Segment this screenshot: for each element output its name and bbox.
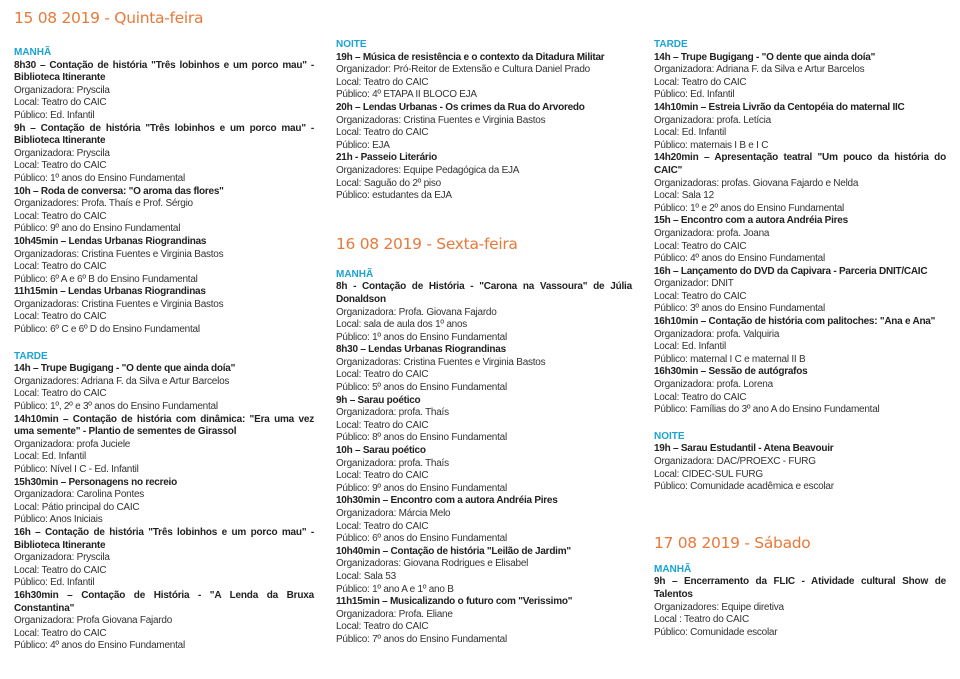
event xyxy=(336,596,632,646)
event-title: 14h20min – Apresentação teatral "Um pouco da história do CAIC" xyxy=(654,152,946,176)
event-location: Local: Teatro do CAIC xyxy=(654,76,747,88)
event xyxy=(14,590,314,653)
event-location: Local: Teatro do CAIC xyxy=(654,391,747,403)
event-organizer: Organizadora: profa. Thaís xyxy=(336,407,449,419)
event-location: Local: CIDEC-SUL FURG xyxy=(654,468,763,480)
event-title: 21h - Passeio Literário xyxy=(336,152,437,164)
event xyxy=(654,215,946,265)
event-location: Local: Ed. Infantil xyxy=(654,341,726,353)
event xyxy=(14,363,314,413)
event xyxy=(336,344,632,394)
event xyxy=(336,445,632,495)
event xyxy=(336,546,632,596)
event-organizer: Organizadora: profa. Joana xyxy=(654,227,770,239)
event-title: 14h10min – Estreia Livrão da Centopéia do maternal IIC xyxy=(654,101,905,113)
event-location: Local: Teatro do CAIC xyxy=(14,97,107,109)
event xyxy=(654,52,946,102)
event-location: Local: sala de aula dos 1º anos xyxy=(336,319,467,331)
event-location: Local: Pátio principal do CAIC xyxy=(14,501,140,513)
event-organizer: Organizadoras: Cristina Fuentes e Virginia Bastos xyxy=(14,298,224,310)
event-organizer: Organizadores: Adriana F. da Silva e Artur Barcelos xyxy=(14,375,230,387)
event-audience: Público: Ed. Infantil xyxy=(14,577,95,589)
event-audience: Público: 1º anos do Ensino Fundamental xyxy=(336,331,507,343)
event-location: Local: Teatro do CAIC xyxy=(654,290,747,302)
event xyxy=(14,123,314,186)
event-location: Local: Teatro do CAIC xyxy=(14,210,107,222)
event-title: 16h – Contação de história "Três lobinhos e um porco mau" - Biblioteca Itinerante xyxy=(14,526,314,551)
event-location: Local: Teatro do CAIC xyxy=(336,520,429,532)
event-organizer: Organizadora: profa. Thaís xyxy=(336,457,449,469)
event-audience: Público: 4º anos do Ensino Fundamental xyxy=(654,253,825,265)
event-title: 10h30min – Encontro com a autora Andréia Pires xyxy=(336,495,558,507)
event-organizer: Organizadora: profa Juciele xyxy=(14,438,131,450)
event-audience: Público: 4º ETAPA II BLOCO EJA xyxy=(336,89,477,101)
event xyxy=(14,527,314,590)
event-organizer: Organizadora: Pryscila xyxy=(14,552,110,564)
event xyxy=(14,286,314,336)
event-audience: Público: 1º ano A e 1º ano B xyxy=(336,583,454,595)
event-location: Local: Ed. Infantil xyxy=(14,451,86,463)
event-location: Local: Teatro do CAIC xyxy=(336,76,429,88)
event-organizer: Organizadoras: Giovana Rodrigues e Elisabel xyxy=(336,558,529,570)
event-organizer: Organizadora: Adriana F. da Silva e Artur Barcelos xyxy=(654,64,865,76)
event-title: 8h30 – Contação de história "Três lobinhos e um porco mau" - Biblioteca Itinerante xyxy=(14,59,314,84)
event-audience: Público: 6º A e 6º B do Ensino Fundamental xyxy=(14,273,198,285)
event xyxy=(654,266,946,316)
event-title: 16h – Lançamento do DVD da Capivara - Parceria DNIT/CAIC xyxy=(654,265,928,277)
event-location: Local: Teatro do CAIC xyxy=(14,388,107,400)
event-title: 19h – Sarau Estudantil - Atena Beavouir xyxy=(654,443,834,455)
event-organizer: Organizadora: profa. Valquiria xyxy=(654,328,780,340)
event xyxy=(654,366,946,416)
event-audience: Público: 5º anos do Ensino Fundamental xyxy=(336,382,507,394)
event-organizer: Organizadoras: Cristina Fuentes e Virginia Bastos xyxy=(14,248,224,260)
event-location: Local: Teatro do CAIC xyxy=(14,311,107,323)
event xyxy=(336,152,632,202)
event-organizer: Organizadores: Equipe diretiva xyxy=(654,601,784,613)
column-3 xyxy=(654,0,946,639)
event-audience: Público: 3º anos do Ensino Fundamental xyxy=(654,303,825,315)
event-title: 10h – Roda de conversa: "O aroma das flores" xyxy=(14,185,224,197)
event xyxy=(336,495,632,545)
event-audience: Público: 1º anos do Ensino Fundamental xyxy=(14,172,185,184)
event xyxy=(336,395,632,445)
event-audience: Público: 4º anos do Ensino Fundamental xyxy=(14,640,185,652)
period-heading: TARDE xyxy=(654,39,688,50)
event-audience: Público: Famílias do 3º ano A do Ensino Fundamental xyxy=(654,404,880,416)
day-heading: 15 08 2019 - Quinta-feira xyxy=(14,9,204,27)
event-location: Local: Sala 53 xyxy=(336,570,396,582)
event-title: 10h40min – Contação de história "Leilão de Jardim" xyxy=(336,545,571,557)
day-heading: 16 08 2019 - Sexta-feira xyxy=(336,234,518,253)
event xyxy=(14,477,314,527)
event-organizer: Organizadoras: Cristina Fuentes e Virginia Bastos xyxy=(336,356,546,368)
event xyxy=(654,443,946,493)
event-title: 20h – Lendas Urbanas - Os crimes da Rua do Arvoredo xyxy=(336,101,585,113)
event xyxy=(654,576,946,639)
event-location: Local: Sala 12 xyxy=(654,190,714,202)
event-title: 16h30min – Sessão de autógrafos xyxy=(654,366,808,378)
event-title: 19h – Música de resistência e o contexto da Ditadura Militar xyxy=(336,51,605,63)
period-heading: NOITE xyxy=(654,430,685,442)
column-2 xyxy=(336,0,632,647)
event-audience: Público: Comunidade acadêmica e escolar xyxy=(654,481,834,493)
event-organizer: Organizadora: Profa. Eliane xyxy=(336,608,453,620)
event-location: Local: Teatro do CAIC xyxy=(336,369,429,381)
event-title: 16h30min – Contação de História - "A Lenda da Bruxa Constantina" xyxy=(14,589,314,614)
event xyxy=(654,102,946,152)
event-audience: Público: maternais I B e I C xyxy=(654,139,769,151)
event-audience: Público: 6º anos do Ensino Fundamental xyxy=(336,533,507,545)
event-audience: Público: 1º e 2º anos do Ensino Fundamental xyxy=(654,202,845,214)
event xyxy=(336,102,632,152)
event-location: Local: Teatro do CAIC xyxy=(336,419,429,431)
event-organizer: Organizador: DNIT xyxy=(654,278,734,290)
event-organizer: Organizadoras: profas. Giovana Fajardo e Nelda xyxy=(654,177,859,189)
event-organizer: Organizadores: Profa. Thaís e Prof. Sérgio xyxy=(14,198,193,210)
event-audience: Público: EJA xyxy=(336,139,390,151)
event-title: 15h30min – Personagens no recreio xyxy=(14,476,177,488)
day-heading: 17 08 2019 - Sábado xyxy=(654,533,811,552)
event-audience: Público: 9º ano do Ensino Fundamental xyxy=(14,223,181,235)
event-title: 14h10min – Contação de história com dinâmica: "Era uma vez uma semente" - Plantio de sementes de Girassol xyxy=(14,413,314,438)
event-organizer: Organizadora: Pryscila xyxy=(14,84,110,96)
event-organizer: Organizadora: Pryscila xyxy=(14,147,110,159)
event-title: 9h – Encerramento da FLIC - Atividade cultural Show de Talentos xyxy=(654,576,946,600)
event-organizer: Organizadores: Equipe Pedagógica da EJA xyxy=(336,164,520,176)
event-location: Local: Ed. Infantil xyxy=(654,127,726,139)
event xyxy=(14,60,314,123)
event-organizer: Organizador: Pró-Reitor de Extensão e Cultura Daniel Prado xyxy=(336,64,590,76)
event-title: 8h30 – Lendas Urbanas Riograndinas xyxy=(336,344,506,356)
event-organizer: Organizadora: profa. Letícia xyxy=(654,114,771,126)
period-heading: MANHÃ xyxy=(336,268,374,280)
event-location: Local: Teatro do CAIC xyxy=(14,261,107,273)
event-organizer: Organizadora: Márcia Melo xyxy=(336,508,451,519)
event-title: 10h45min – Lendas Urbanas Riograndinas xyxy=(14,235,207,247)
event-audience: Público: Ed. Infantil xyxy=(14,109,95,121)
event xyxy=(14,186,314,236)
event-organizer: Organizadora: Profa Giovana Fajardo xyxy=(14,615,173,627)
period-heading: TARDE xyxy=(14,350,48,362)
event-location: Local: Teatro do CAIC xyxy=(336,470,429,482)
event-title: 11h15min – Musicalizando o futuro com "Verissimo" xyxy=(336,596,573,608)
event-audience: Público: maternal I C e maternal II B xyxy=(654,353,806,365)
event-audience: Público: 6º C e 6º D do Ensino Fundamental xyxy=(14,324,200,336)
event-title: 9h – Sarau poético xyxy=(336,394,421,406)
event xyxy=(654,316,946,366)
event-audience: Público: Ed. Infantil xyxy=(654,89,735,101)
event-title: 14h – Trupe Bugigang - "O dente que ainda doía" xyxy=(654,51,876,63)
period-heading: NOITE xyxy=(336,39,367,50)
event-title: 16h10min – Contação de história com palitoches: "Ana e Ana" xyxy=(654,316,936,328)
event-organizer: Organizadoras: Cristina Fuentes e Virginia Bastos xyxy=(336,114,546,126)
event-title: 8h - Contação de História - "Carona na Vassoura" de Júlia Donaldson xyxy=(336,281,632,305)
event-audience: Público: Comunidade escolar xyxy=(654,626,778,638)
event-audience: Público: 8º anos do Ensino Fundamental xyxy=(336,432,507,444)
event-audience: Público: 7º anos do Ensino Fundamental xyxy=(336,633,507,645)
event-organizer: Organizadora: DAC/PROEXC - FURG xyxy=(654,456,816,467)
event-title: 10h – Sarau poético xyxy=(336,445,426,457)
event-organizer: Organizadora: Carolina Pontes xyxy=(14,489,145,501)
event xyxy=(336,281,632,344)
event-audience: Público: Nível I C - Ed. Infantil xyxy=(14,464,139,475)
event-location: Local: Teatro do CAIC xyxy=(654,240,747,252)
event-location: Local: Teatro do CAIC xyxy=(14,160,107,172)
event-title: 15h – Encontro com a autora Andréia Pires xyxy=(654,215,848,227)
event-title: 9h – Contação de história "Três lobinhos e um porco mau" - Biblioteca Itinerante xyxy=(14,122,314,147)
event-title: 11h15min – Lendas Urbanas Riograndinas xyxy=(14,286,206,298)
event-location: Local: Teatro do CAIC xyxy=(14,564,107,576)
event-audience: Público: Anos Iniciais xyxy=(14,514,103,526)
event xyxy=(336,52,632,102)
event-location: Local: Teatro do CAIC xyxy=(336,621,429,633)
event xyxy=(14,414,314,477)
event-location: Local: Saguão do 2º piso xyxy=(336,177,441,189)
event-location: Local : Teatro do CAIC xyxy=(654,614,749,626)
period-heading: MANHÃ xyxy=(654,563,692,575)
event-organizer: Organizadora: profa. Lorena xyxy=(654,379,773,391)
event-audience: Público: estudantes da EJA xyxy=(336,190,452,202)
event xyxy=(14,236,314,286)
event-audience: Público: 9º anos do Ensino Fundamental xyxy=(336,482,507,494)
column-1 xyxy=(14,0,314,653)
event-audience: Público: 1º, 2º e 3º anos do Ensino Fundamental xyxy=(14,401,218,413)
period-heading: MANHÃ xyxy=(14,47,52,58)
event xyxy=(654,152,946,215)
event-location: Local: Teatro do CAIC xyxy=(14,627,107,639)
event-location: Local: Teatro do CAIC xyxy=(336,127,429,139)
event-organizer: Organizadora: Profa. Giovana Fajardo xyxy=(336,306,497,318)
event-title: 14h – Trupe Bugigang - "O dente que ainda doía" xyxy=(14,363,236,375)
